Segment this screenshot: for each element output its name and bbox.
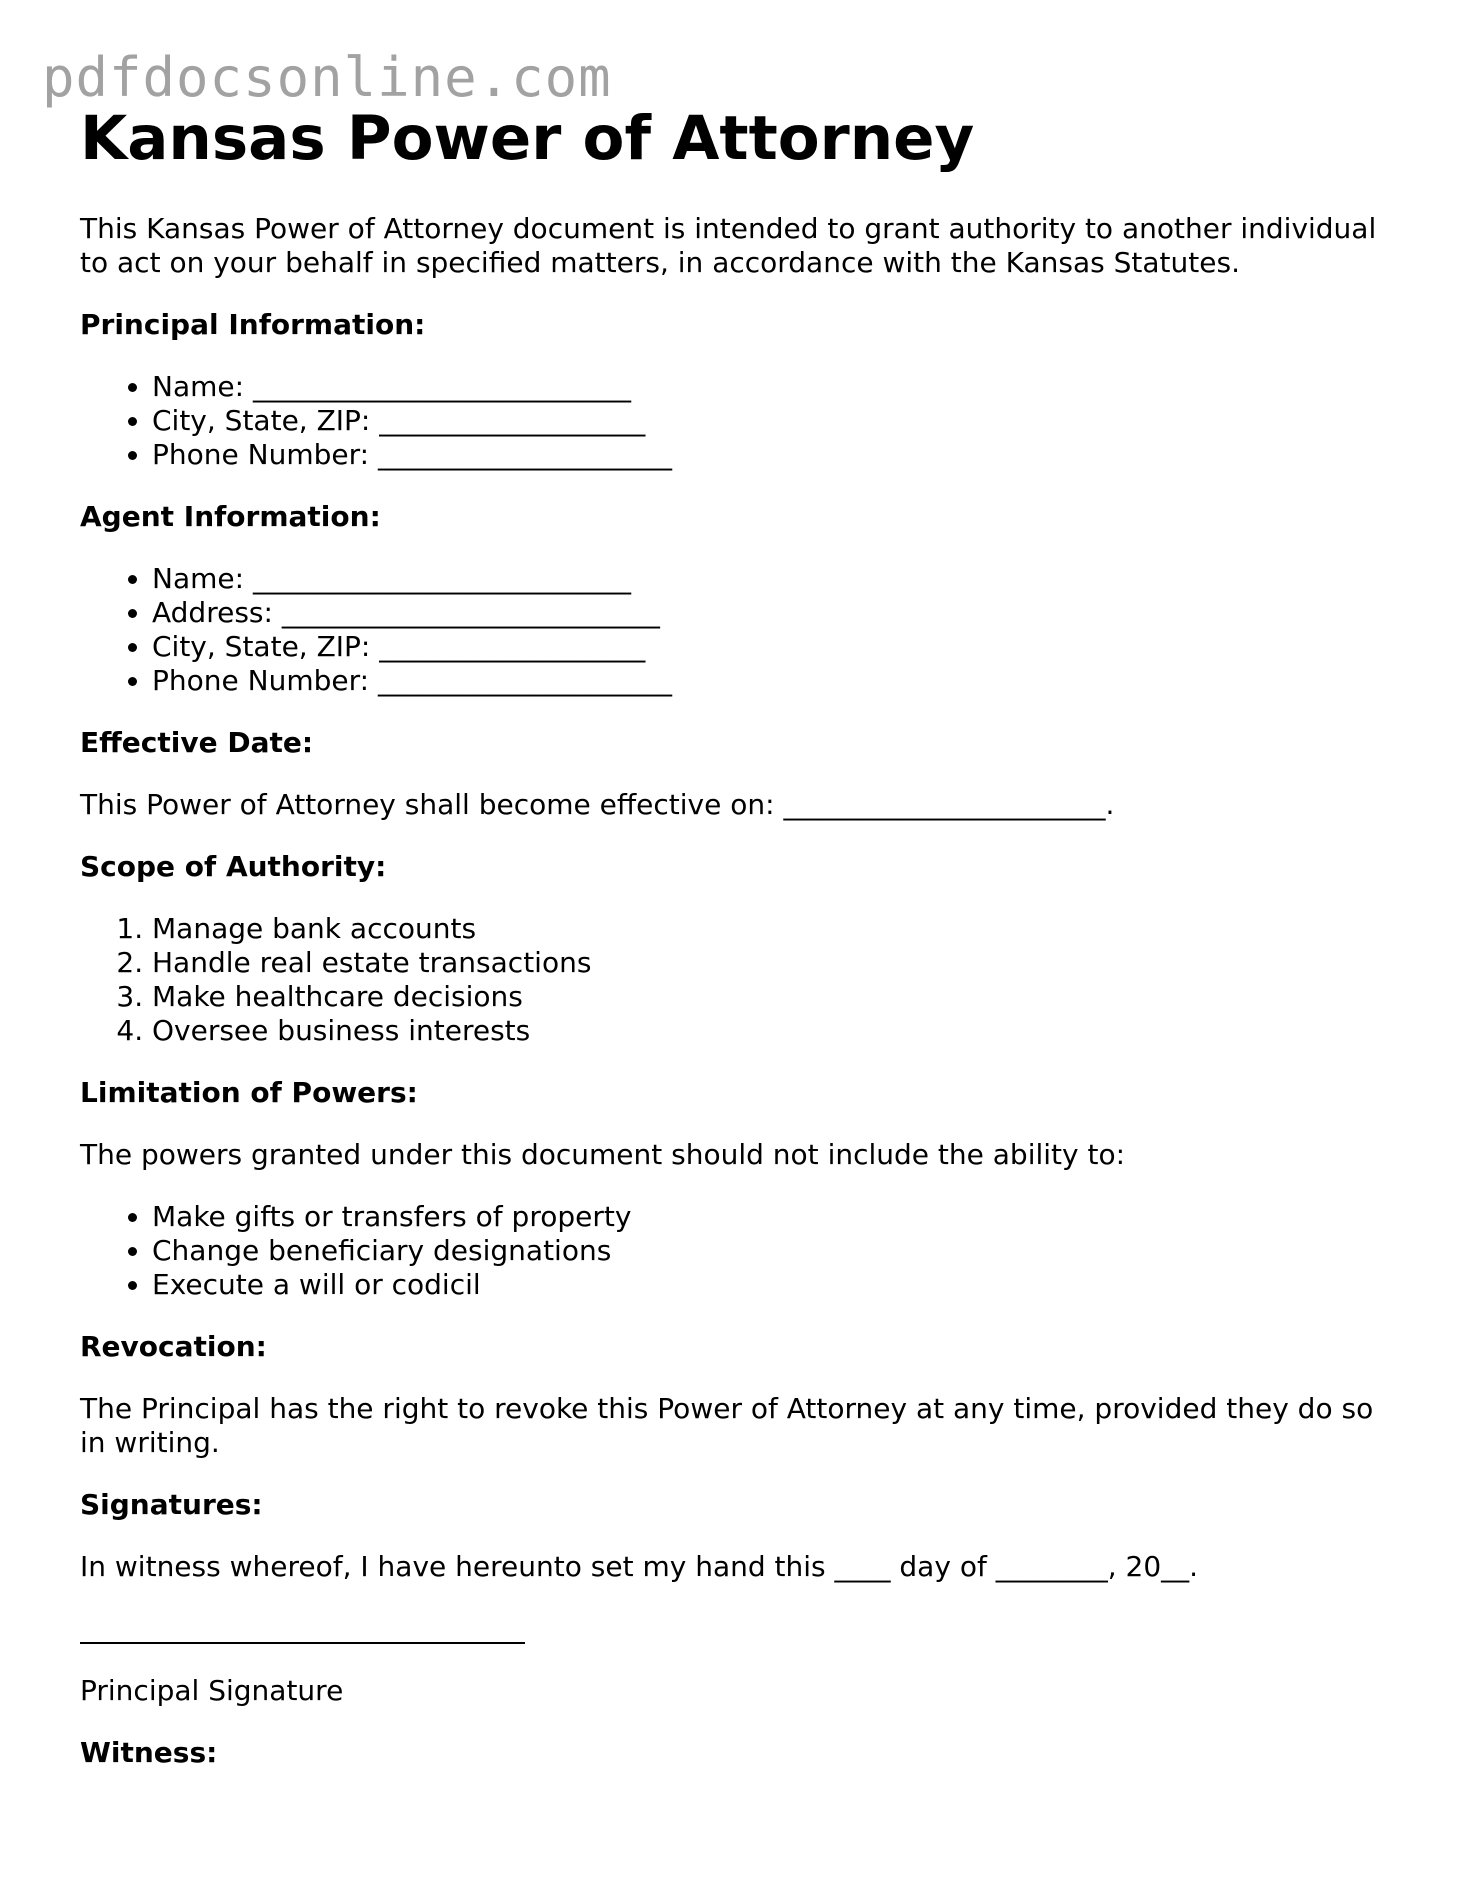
scope-list bbox=[80, 912, 1400, 1048]
limitation-item: • Make gifts or transfers of property bbox=[152, 1200, 1400, 1234]
revocation-text: The Principal has the right to revoke this Power of Attorney at any time, provided they do so in writing. bbox=[80, 1392, 1374, 1459]
limitation-item: • Execute a will or codicil bbox=[152, 1268, 1400, 1302]
principal-name-field: • Name: ___________________________ bbox=[152, 370, 1400, 404]
witness-heading: Witness: bbox=[80, 1736, 218, 1769]
principal-signature-line bbox=[80, 1612, 1400, 1646]
document-title: Kansas Power of Attorney bbox=[80, 103, 975, 174]
agent-address-field: • Address: ___________________________ bbox=[152, 596, 1400, 630]
limitation-item: • Change beneficiary designations bbox=[152, 1234, 1400, 1268]
signature-rule bbox=[80, 1612, 525, 1644]
effective-date-heading: Effective Date: bbox=[80, 726, 314, 759]
principal-city-field: • City, State, ZIP: ___________________ bbox=[152, 404, 1400, 438]
effective-date-text: This Power of Attorney shall become effective on: _______________________. bbox=[80, 788, 1115, 821]
principal-heading: Principal Information: bbox=[80, 308, 426, 341]
principal-phone-field: • Phone Number: _____________________ bbox=[152, 438, 1400, 472]
agent-list bbox=[80, 562, 1400, 698]
principal-list bbox=[80, 370, 1400, 472]
signatures-heading: Signatures: bbox=[80, 1488, 263, 1521]
watermark: pdfdocsonline.com bbox=[42, 46, 612, 109]
scope-item: 4. Oversee business interests bbox=[152, 1014, 1400, 1048]
scope-item: 2. Handle real estate transactions bbox=[152, 946, 1400, 980]
principal-signature-label: Principal Signature bbox=[80, 1674, 344, 1707]
limitation-list bbox=[80, 1200, 1400, 1302]
scope-heading: Scope of Authority: bbox=[80, 850, 387, 883]
limitation-text: The powers granted under this document should not include the ability to: bbox=[80, 1138, 1126, 1171]
agent-heading: Agent Information: bbox=[80, 500, 381, 533]
agent-phone-field: • Phone Number: _____________________ bbox=[152, 664, 1400, 698]
agent-name-field: • Name: ___________________________ bbox=[152, 562, 1400, 596]
scope-item: 3. Make healthcare decisions bbox=[152, 980, 1400, 1014]
agent-city-field: • City, State, ZIP: ___________________ bbox=[152, 630, 1400, 664]
signatures-text: In witness whereof, I have hereunto set my hand this ____ day of ________, 20__. bbox=[80, 1550, 1199, 1583]
intro-paragraph: This Kansas Power of Attorney document is intended to grant authority to another individual to act on your behalf in specified matters, in accordance with the Kansas Statutes. bbox=[80, 212, 1377, 279]
limitation-heading: Limitation of Powers: bbox=[80, 1076, 418, 1109]
scope-item: 1. Manage bank accounts bbox=[152, 912, 1400, 946]
revocation-heading: Revocation: bbox=[80, 1330, 267, 1363]
document-page bbox=[80, 100, 1400, 1770]
